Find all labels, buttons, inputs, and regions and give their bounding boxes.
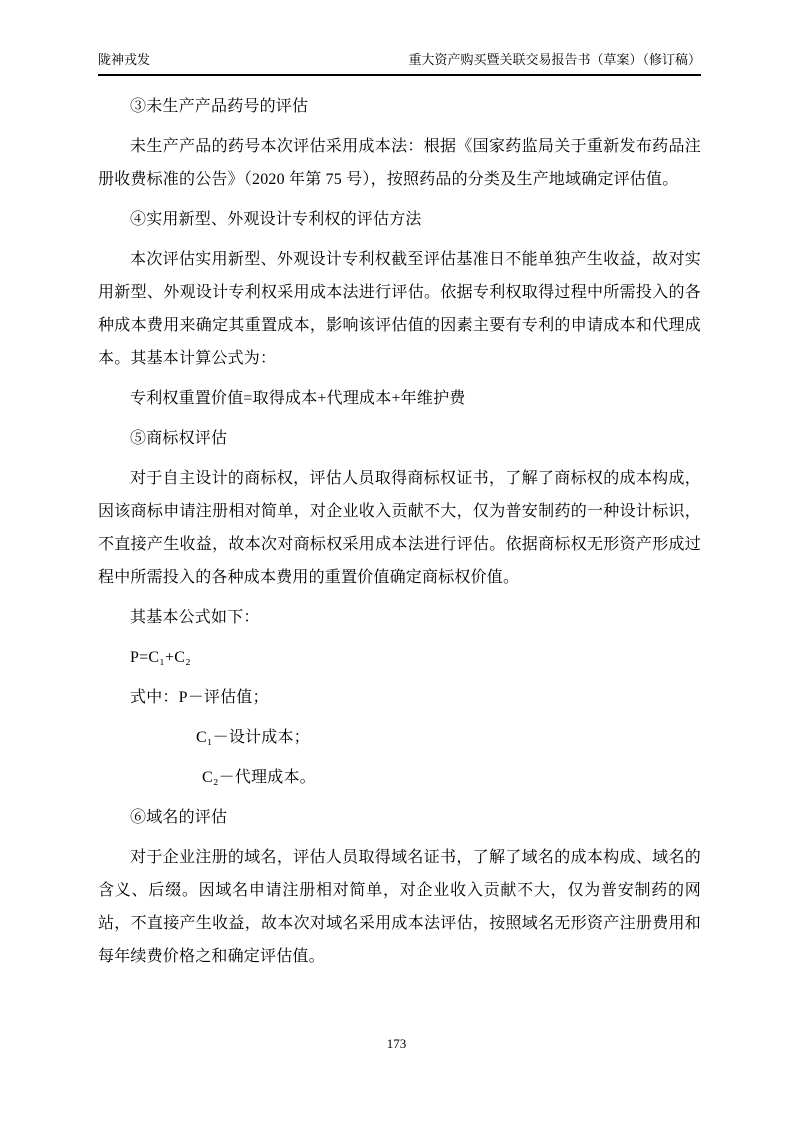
section-heading-trademark: ⑤商标权评估 [130,430,228,447]
header-company-name: 陇神戎发 [98,52,151,67]
header-report-title: 重大资产购买暨关联交易报告书（草案）（修订稿） [408,52,701,67]
formula-intro-line: 其基本公式如下： [130,609,260,626]
section-heading-drug-approval: ③未生产产品药号的评估 [130,98,309,115]
formula-p-equals: P=C₁+C₂ [130,649,191,666]
section-heading-patent-method: ④实用新型、外观设计专利权的评估方法 [130,211,422,228]
document-content [98,90,701,980]
formula-patent-replacement-value: 专利权重置价值=取得成本+代理成本+年维护费 [130,390,466,407]
section-heading-domain-name: ⑥域名的评估 [130,809,228,826]
formula-definition-c1: C₁－设计成本； [196,729,310,746]
paragraph-patent-method: 本次评估实用新型、外观设计专利权截至评估基准日不能单独产生收益，故对实用新型、外观设计专利权采用成本法进行评估。依据专利权取得过程中所需投入的各种成本费用来确定其重置成本，影响该评估值的因素主要有专利的申请成本和代理成本。其基本计算公式为： [98,251,701,367]
page-footer [0,1034,793,1054]
formula-legend-p: 式中：P－评估值； [130,689,269,706]
page-number: 173 [386,1036,407,1051]
formula-definition-c2: C₂－代理成本。 [202,769,316,786]
paragraph-drug-approval: 未生产产品的药号本次评估采用成本法：根据《国家药监局关于重新发布药品注册收费标准的公告》（2020 年第 75 号），按照药品的分类及生产地域确定评估值。 [98,138,701,188]
page-header [98,50,701,76]
paragraph-domain-name: 对于企业注册的域名，评估人员取得域名证书，了解了域名的成本构成、域名的含义、后缀。因域名申请注册相对简单，对企业收入贡献不大，仅为普安制药的网站，不直接产生收益，故本次对域名采用成本法评估，按照域名无形资产注册费用和每年续费价格之和确定评估值。 [98,849,701,965]
paragraph-trademark: 对于自主设计的商标权，评估人员取得商标权证书，了解了商标权的成本构成，因该商标申请注册相对简单，对企业收入贡献不大，仅为普安制药的一种设计标识，不直接产生收益，故本次对商标权采用成本法进行评估。依据商标权无形资产形成过程中所需投入的各种成本费用的重置价值确定商标权价值。 [98,470,701,586]
